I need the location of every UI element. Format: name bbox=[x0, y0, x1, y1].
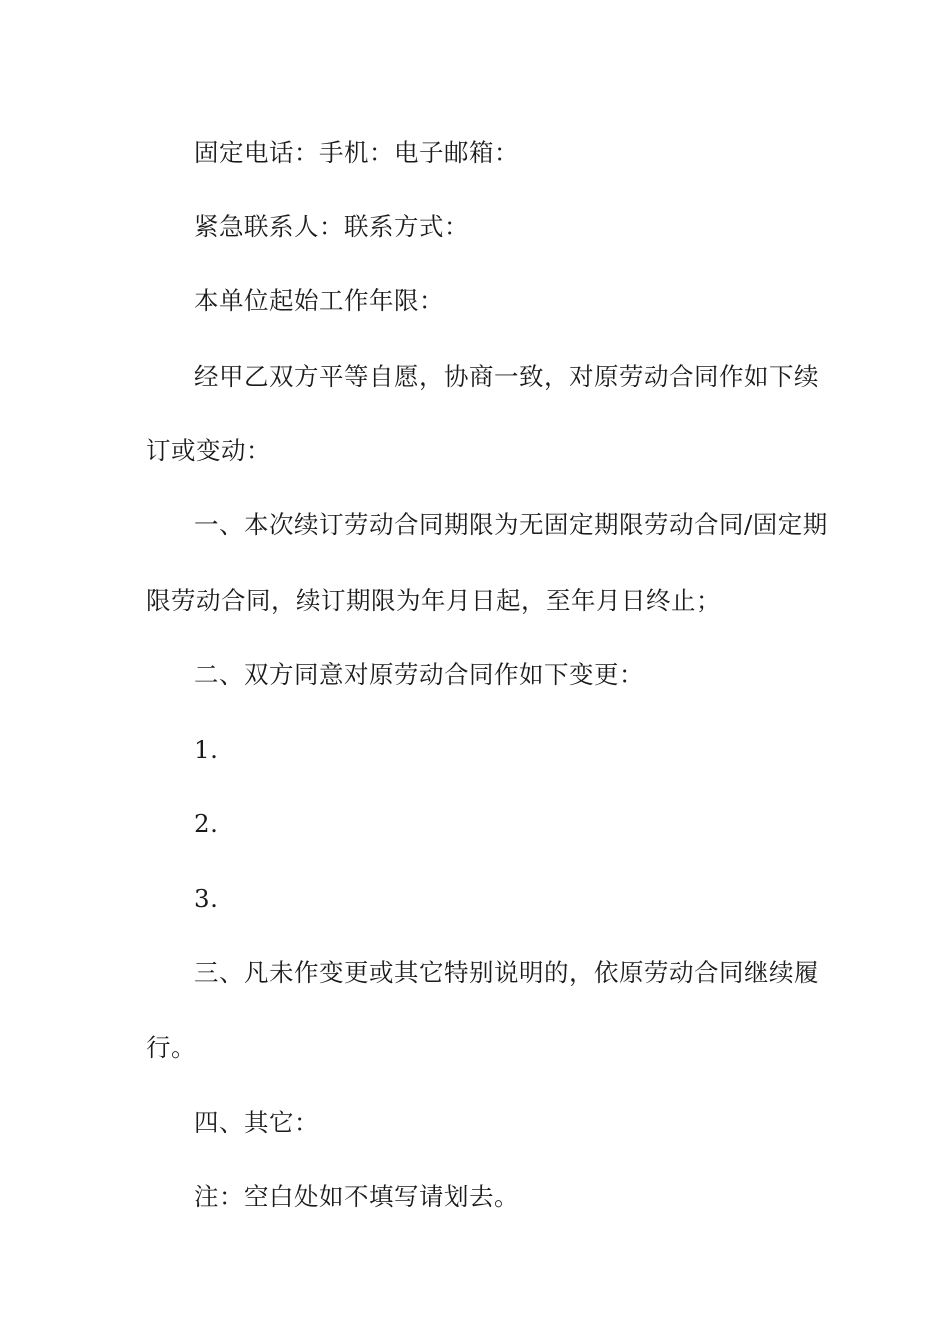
note-line: 注：空白处如不填写请划去。 bbox=[194, 1182, 519, 1211]
clause-one-line-1: 一、本次续订劳动合同期限为无固定期限劳动合同/固定期 bbox=[194, 510, 828, 539]
change-item-3: 3. bbox=[194, 884, 219, 913]
agreement-paragraph-line-1: 经甲乙双方平等自愿，协商一致，对原劳动合同作如下续 bbox=[194, 362, 819, 391]
agreement-paragraph-line-2: 订或变动： bbox=[146, 436, 271, 465]
clause-two-line: 二、双方同意对原劳动合同作如下变更： bbox=[194, 660, 644, 689]
clause-one-line-2: 限劳动合同，续订期限为年月日起，至年月日终止； bbox=[146, 586, 721, 615]
start-year-line: 本单位起始工作年限： bbox=[194, 286, 444, 315]
contact-phone-line: 固定电话：手机：电子邮箱： bbox=[194, 138, 519, 167]
clause-three-line-1: 三、凡未作变更或其它特别说明的，依原劳动合同继续履 bbox=[194, 958, 819, 987]
change-item-2: 2. bbox=[194, 809, 219, 838]
change-item-1: 1. bbox=[194, 735, 219, 764]
clause-three-line-2: 行。 bbox=[146, 1033, 196, 1062]
clause-four-line: 四、其它： bbox=[194, 1108, 319, 1137]
emergency-contact-line: 紧急联系人：联系方式： bbox=[194, 212, 469, 241]
